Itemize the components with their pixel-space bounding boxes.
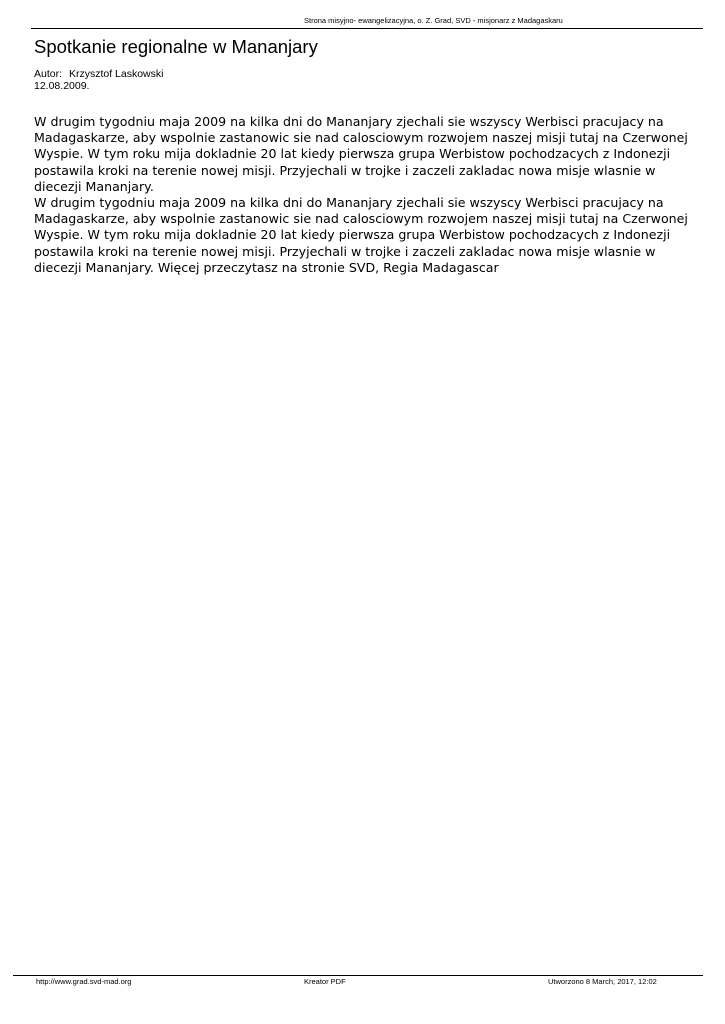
author-line xyxy=(34,68,163,80)
author-label: Autor: xyxy=(34,68,63,80)
article-paragraph: W drugim tygodniu maja 2009 na kilka dni do Mananjary zjechali sie wszyscy Werbisci pracujacy na Madagaskarze, aby wspolnie zastanowic sie nad calosciowym rozwojem naszej misji tutaj na Czerwonej Wyspie. W tym roku mija dokladnie 20 lat kiedy pierwsza grupa Werbistow pochodzacych z Indonezji postawila kroki na terenie nowej misji. Przyjechali w trojke i zaczeli zakladac nowa misje wlasnie w diecezji Mananjary. xyxy=(34,114,688,194)
article-body xyxy=(34,114,698,276)
article-title: Spotkanie regionalne w Mananjary xyxy=(34,36,318,57)
page-header-text: Strona misyjno- ewangelizacyjna, o. Z. Grad, SVD - misjonarz z Madagaskaru xyxy=(304,16,563,25)
article-paragraph: W drugim tygodniu maja 2009 na kilka dni do Mananjary zjechali sie wszyscy Werbisci pracujacy na Madagaskarze, aby wspolnie zastanowic sie nad calosciowym rozwojem naszej misji tutaj na Czerwonej Wyspie. W tym roku mija dokladnie 20 lat kiedy pierwsza grupa Werbistow pochodzacych z Indonezji postawila kroki na terenie nowej misji. Przyjechali w trojke i zaczeli zakladac nowa misje wlasnie w diecezji Mananjary. Więcej przeczytasz na stronie SVD, Regia Madagascar xyxy=(34,195,688,275)
header-divider xyxy=(31,28,703,29)
article-date: 12.08.2009. xyxy=(34,80,90,92)
author-name: Krzysztof Laskowski xyxy=(68,68,164,80)
footer-divider xyxy=(13,975,703,976)
footer-url[interactable]: http://www.grad.svd-mad.org xyxy=(36,977,132,986)
footer-created-date: Utworzono 8 March, 2017, 12:02 xyxy=(548,977,657,986)
article-meta xyxy=(34,68,163,92)
footer-creator: Kreator PDF xyxy=(304,977,346,986)
